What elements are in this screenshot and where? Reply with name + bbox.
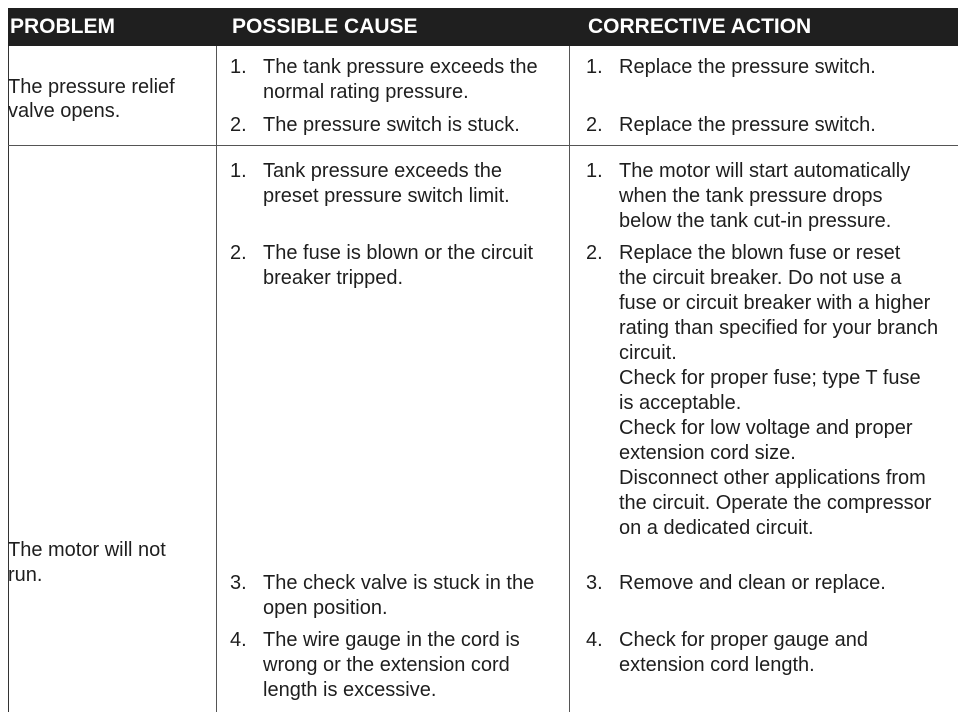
cause-line: normal rating pressure. <box>263 81 469 103</box>
item-number: 1. <box>230 56 247 78</box>
item-number: 2. <box>230 114 247 136</box>
header-possible-cause: POSSIBLE CAUSE <box>232 15 418 38</box>
item-number: 4. <box>586 629 603 651</box>
action-line: on a dedicated circuit. <box>619 517 814 539</box>
item-number: 1. <box>586 160 603 182</box>
row-divider <box>8 145 958 146</box>
cause-line: length is excessive. <box>263 679 437 701</box>
item-number: 3. <box>230 572 247 594</box>
action-line: Replace the pressure switch. <box>619 56 876 78</box>
item-number: 4. <box>230 629 247 651</box>
table-header-row <box>8 8 958 46</box>
action-line: Check for proper fuse; type T fuse <box>619 367 921 389</box>
item-number: 3. <box>586 572 603 594</box>
action-line: the circuit breaker. Do not use a <box>619 267 902 289</box>
row-2-problem-line-1: The motor will not <box>8 539 166 561</box>
row-1-problem-line-1: The pressure relief <box>8 76 175 98</box>
action-line: when the tank pressure drops <box>619 185 883 207</box>
action-line: the circuit. Operate the compressor <box>619 492 932 514</box>
item-number: 2. <box>586 242 603 264</box>
cause-line: The wire gauge in the cord is <box>263 629 520 651</box>
action-line: Replace the pressure switch. <box>619 114 876 136</box>
item-number: 1. <box>586 56 603 78</box>
header-problem: PROBLEM <box>10 15 115 38</box>
action-line: is acceptable. <box>619 392 742 414</box>
action-line: Check for low voltage and proper <box>619 417 913 439</box>
action-line: Remove and clean or replace. <box>619 572 886 594</box>
header-corrective-action: CORRECTIVE ACTION <box>588 15 812 38</box>
item-number: 2. <box>230 242 247 264</box>
action-line: Replace the blown fuse or reset <box>619 242 901 264</box>
cause-line: The pressure switch is stuck. <box>263 114 520 136</box>
row-1-problem-line-2: valve opens. <box>8 100 121 122</box>
row-2-problem-line-2: run. <box>8 564 43 586</box>
action-line: below the tank cut-in pressure. <box>619 210 892 232</box>
action-line: fuse or circuit breaker with a higher <box>619 292 931 314</box>
action-line: Check for proper gauge and <box>619 629 869 651</box>
cause-line: open position. <box>263 597 388 619</box>
cause-line: The check valve is stuck in the <box>263 572 535 594</box>
action-line: The motor will start automatically <box>619 160 911 182</box>
action-line: rating than specified for your branch <box>619 317 939 339</box>
action-line: extension cord size. <box>619 442 796 464</box>
cause-line: breaker tripped. <box>263 267 404 289</box>
cause-line: Tank pressure exceeds the <box>263 160 503 182</box>
item-number: 2. <box>586 114 603 136</box>
action-line: Disconnect other applications from <box>619 467 926 489</box>
cause-line: preset pressure switch limit. <box>263 185 510 207</box>
action-line: circuit. <box>619 342 677 364</box>
cause-line: The tank pressure exceeds the <box>263 56 538 78</box>
action-line: extension cord length. <box>619 654 815 676</box>
cause-line: wrong or the extension cord <box>263 654 510 676</box>
cause-line: The fuse is blown or the circuit <box>263 242 534 264</box>
item-number: 1. <box>230 160 247 182</box>
